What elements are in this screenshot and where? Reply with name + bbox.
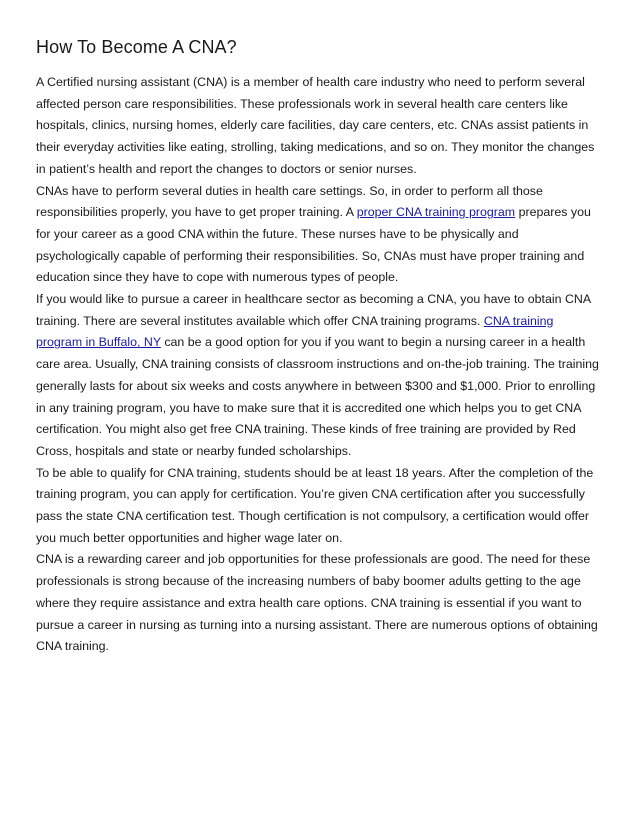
paragraph-qualify: To be able to qualify for CNA training, students should be at least 18 years. After the completion of the training program, you can apply for certification. You’re given CNA certification after you successfully pass the state CNA certification test. Though certification is not compulsory, a certification would offer you much better opportunities and higher wage later on. (36, 465, 594, 545)
paragraph-duties-text-after: prepares you for your career as a good CNA within the future. These nurses have to be physically and psychologically capable of performing their responsibilities. So, CNAs must have proper training and education since they have to cope with numerous types of people. (36, 205, 591, 285)
document-page (36, 36, 602, 658)
document-title: How To Become A CNA? (36, 37, 237, 57)
paragraph-duties (36, 181, 602, 290)
paragraph-training-text-after: can be a good option for you if you want to begin a nursing career in a health care area. Usually, CNA training consists of classroom instructions and on-the-job training. The training generally lasts for about six weeks and costs anywhere in between $300 and $1,000. Prior to enrolling in any training program, you have to make sure that it is accredited one which helps you to get CNA certification. You might also get free CNA training. These kinds of free training are provided by Red Cross, hospitals and state or nearby funded scholarships. (36, 335, 599, 458)
paragraph-training (36, 289, 602, 463)
paragraph-career: CNA is a rewarding career and job opportunities for these professionals are good. The need for these professionals is strong because of the increasing numbers of baby boomer adults getting to the age where they require assistance and extra health care options. CNA training is essential if you want to pursue a career in nursing as turning into a nursing assistant. There are numerous options of obtaining CNA training. (36, 552, 598, 654)
paragraph-intro: A Certified nursing assistant (CNA) is a member of health care industry who need to perform several affected person care responsibilities. These professionals work in several health care centers like hospitals, clinics, nursing homes, elderly care facilities, day care centers, etc. CNAs assist patients in their everyday activities like eating, strolling, taking medications, and so on. They monitor the changes in patient’s health and report the changes to doctors or senior nurses. (36, 75, 595, 176)
paragraph-training-text-before: If you would like to pursue a career in healthcare sector as becoming a CNA, you have to obtain CNA training. There are several institutes available which offer CNA training programs. (36, 292, 591, 328)
proper-cna-training-program-link[interactable]: proper CNA training program (356, 205, 516, 220)
paragraph-duties-text-before: CNAs have to perform several duties in health care settings. So, in order to perform all those responsibilities properly, you have to get proper training. A (36, 183, 543, 220)
cna-training-buffalo-link[interactable]: CNA training program in Buffalo, NY (36, 313, 554, 350)
